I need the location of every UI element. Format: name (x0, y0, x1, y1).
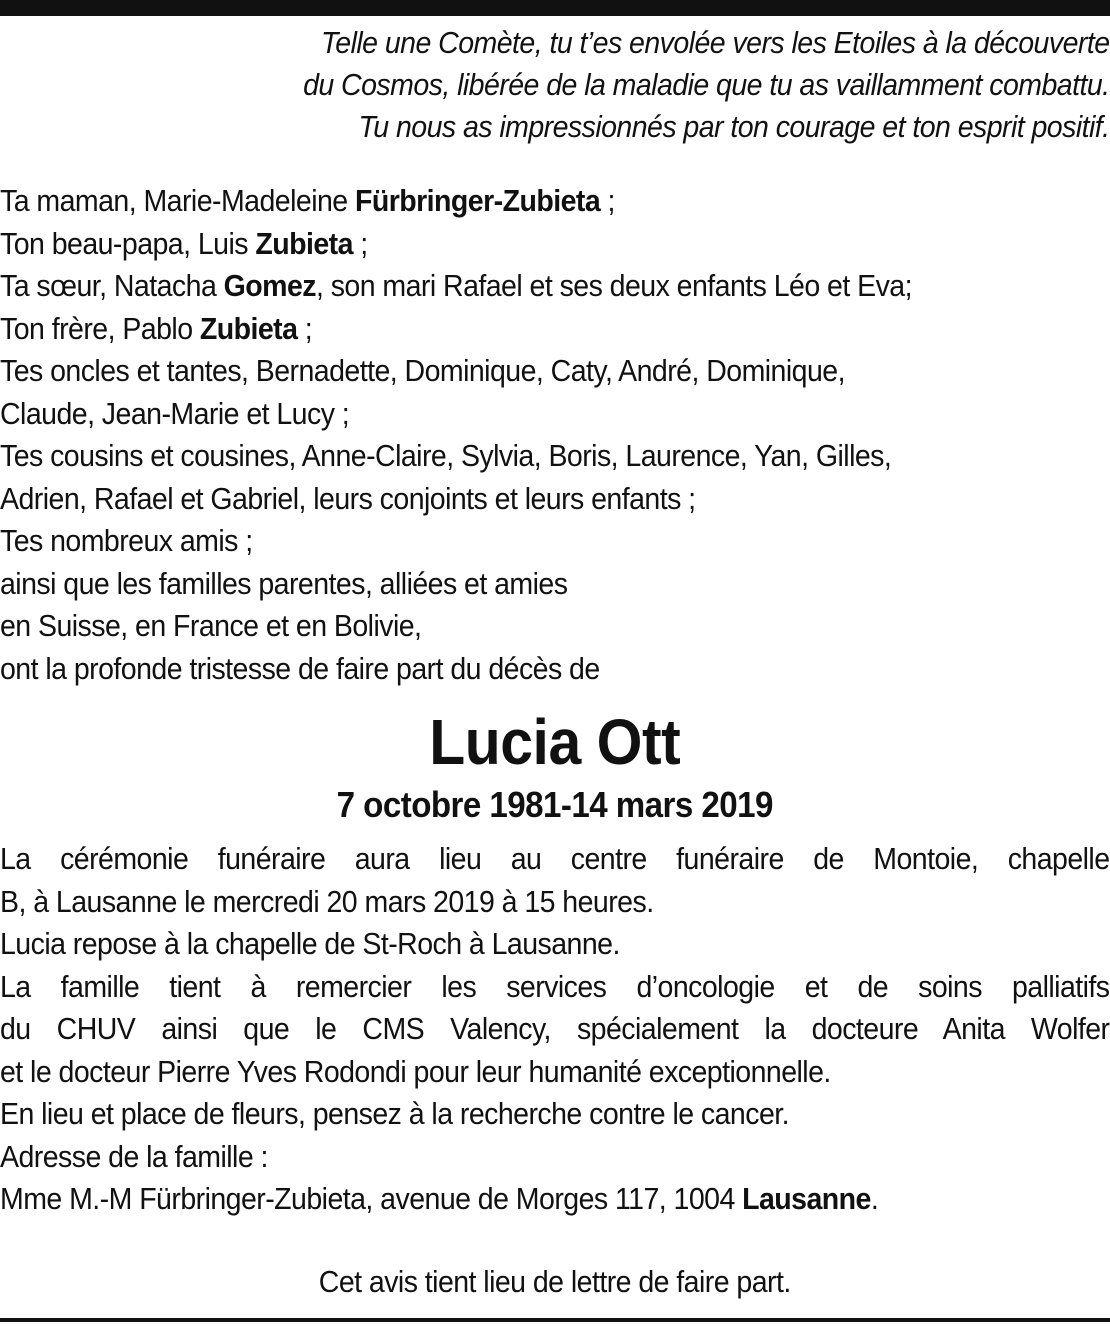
family-line: Adrien, Rafael et Gabriel, leurs conjoints et leurs enfants ; (0, 480, 696, 516)
family-line: Tes oncles et tantes, Bernadette, Dominique, Caty, André, Dominique, (0, 353, 845, 388)
text: ; (352, 225, 368, 261)
family-line (0, 265, 1110, 308)
text: . (870, 1181, 879, 1216)
obituary-notice (0, 22, 1110, 1303)
surname: Zubieta (255, 225, 353, 261)
bottom-rule (0, 1318, 1110, 1322)
deceased-name: Lucia Ott (429, 706, 681, 778)
deceased-dates: 7 octobre 1981-14 mars 2019 (336, 784, 773, 825)
family-line (0, 308, 1110, 351)
detail-line: B, à Lausanne le mercredi 20 mars 2019 à 15 heures. (0, 883, 654, 919)
family-line: ont la profonde tristesse de faire part du décès de (0, 650, 600, 686)
epigraph-line: Tu nous as impressionnés par ton courage et ton esprit positif. (358, 109, 1110, 144)
family-line (0, 180, 1110, 223)
detail-line: Lucia repose à la chapelle de St-Roch à Lausanne. (0, 926, 620, 961)
detail-line: et le docteur Pierre Yves Rodondi pour leur humanité exceptionnelle. (0, 1053, 831, 1089)
family-line: Claude, Jean-Marie et Lucy ; (0, 395, 350, 431)
surname: Gomez (223, 268, 316, 303)
family-line: Tes nombreux amis ; (0, 523, 253, 558)
text: Ta maman, Marie-Madeleine (0, 183, 355, 218)
text: ; (600, 183, 615, 218)
family-line: Tes cousins et cousines, Anne-Claire, Sylvia, Boris, Laurence, Yan, Gilles, (0, 438, 892, 473)
detail-line: La cérémonie funéraire aura lieu au centre funéraire de Montoie, chapelle (0, 841, 1110, 876)
epigraph (0, 22, 1110, 148)
text: Ta sœur, Natacha (0, 268, 224, 303)
epigraph-line: Telle une Comète, tu t’es envolée vers les Etoiles à la découverte (321, 25, 1110, 60)
closing-note: Cet avis tient lieu de lettre de faire part. (318, 1263, 791, 1299)
epigraph-line: du Cosmos, libérée de la maladie que tu as vaillamment combattu. (303, 67, 1110, 102)
surname: Fürbringer-Zubieta (354, 183, 601, 218)
text: ; (297, 310, 313, 346)
detail-line: En lieu et place de fleurs, pensez à la recherche contre le cancer. (0, 1096, 790, 1131)
detail-line: du CHUV ainsi que le CMS Valency, spécialement la docteure Anita Wolfer (0, 1011, 1110, 1046)
text: Ton frère, Pablo (0, 310, 200, 346)
ceremony-details (0, 838, 1110, 1221)
surname: Zubieta (199, 310, 298, 346)
top-rule (0, 0, 1110, 16)
text: Mme M.-M Fürbringer-Zubieta, avenue de Morges 117, 1004 (0, 1181, 743, 1216)
city: Lausanne (742, 1181, 871, 1216)
text: Ton beau-papa, Luis (0, 225, 256, 261)
family-line: ainsi que les familles parentes, alliées et amies (0, 565, 568, 601)
detail-line: Adresse de la famille : (0, 1138, 268, 1174)
detail-line: La famille tient à remercier les services d’oncologie et de soins palliatifs (0, 968, 1110, 1004)
family-address (0, 1178, 1110, 1221)
family-line: en Suisse, en France et en Bolivie, (0, 608, 422, 643)
family-list (0, 180, 1110, 690)
family-line (0, 223, 1110, 266)
text: , son mari Rafael et ses deux enfants Léo et Eva; (315, 268, 912, 303)
